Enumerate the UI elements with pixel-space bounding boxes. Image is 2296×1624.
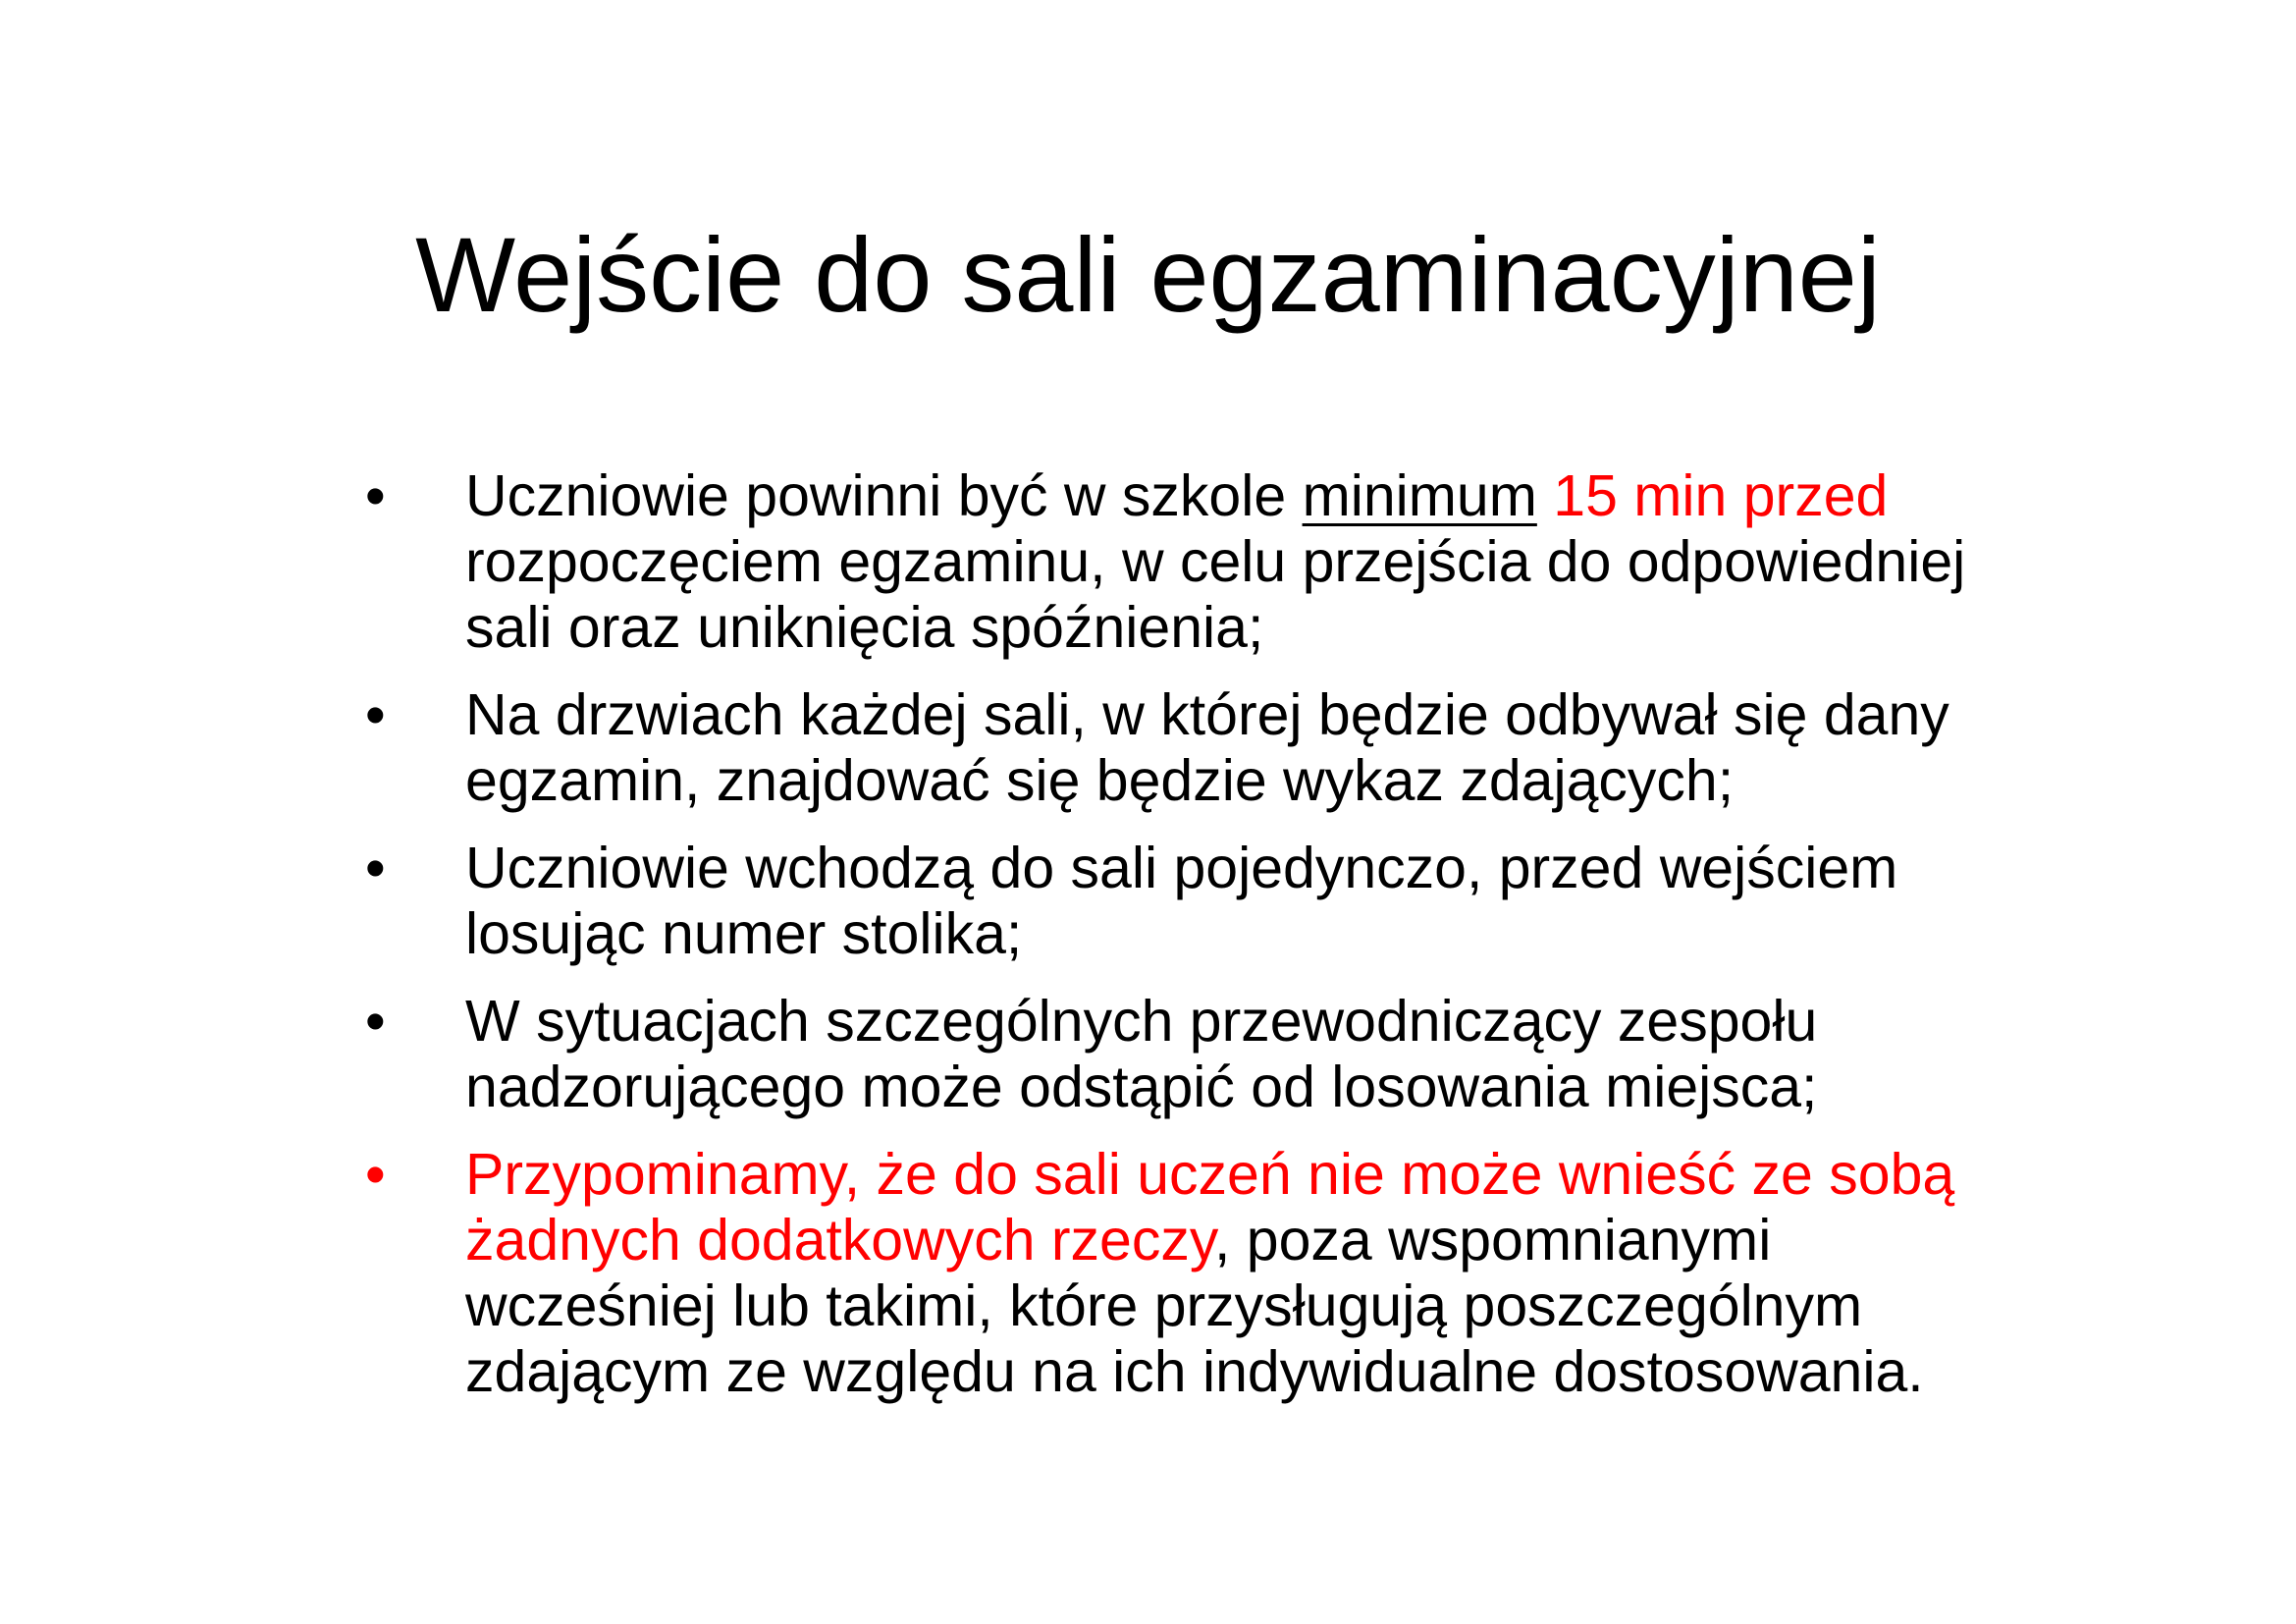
bullet-5-highlight: Przypominamy, że do sali uczeń nie może wnieść ze sobą żadnych dodatkowych rzeczy (465, 1142, 1955, 1272)
bullet-dot-icon: • (365, 836, 386, 900)
bullet-item-1 (365, 463, 1985, 661)
bullet-dot-icon: • (365, 463, 386, 528)
bullet-item-3 (365, 836, 1985, 967)
bullet-1-space (1537, 463, 1553, 528)
bullet-item-2 (365, 682, 1985, 814)
bullet-dot-icon: • (365, 682, 386, 747)
bullet-1-text: Uczniowie powinni być w szkole (465, 463, 1303, 528)
bullet-item-4 (365, 989, 1985, 1120)
slide-title: Wejście do sali egzaminacyjnej (415, 215, 1881, 334)
bullet-dot-icon: • (365, 1142, 386, 1207)
bullet-dot-icon: • (365, 989, 386, 1054)
bullet-1-underlined: minimum (1302, 463, 1537, 528)
bullet-1-rest: rozpoczęciem egzaminu, w celu przejścia do odpowiedniej sali oraz uniknięcia spóźnienia; (465, 529, 1966, 660)
bullet-1-highlight: 15 min przed (1553, 463, 1889, 528)
bullet-item-5 (365, 1142, 1985, 1405)
bullet-list (365, 463, 1985, 1427)
bullet-2-text: Na drzwiach każdej sali, w której będzie odbywał się dany egzamin, znajdować się będzie wykaz zdających; (465, 682, 1949, 813)
bullet-5-rest: , poza wspomnianymi wcześniej lub takimi, które przysługują poszczególnym zdającym ze względu na ich indywidualne dostosowania. (465, 1208, 1924, 1404)
bullet-3-text: Uczniowie wchodzą do sali pojedynczo, przed wejściem losując numer stolika; (465, 836, 1898, 966)
bullet-4-text: W sytuacjach szczególnych przewodniczący zespołu nadzorującego może odstąpić od losowania miejsca; (465, 989, 1818, 1119)
